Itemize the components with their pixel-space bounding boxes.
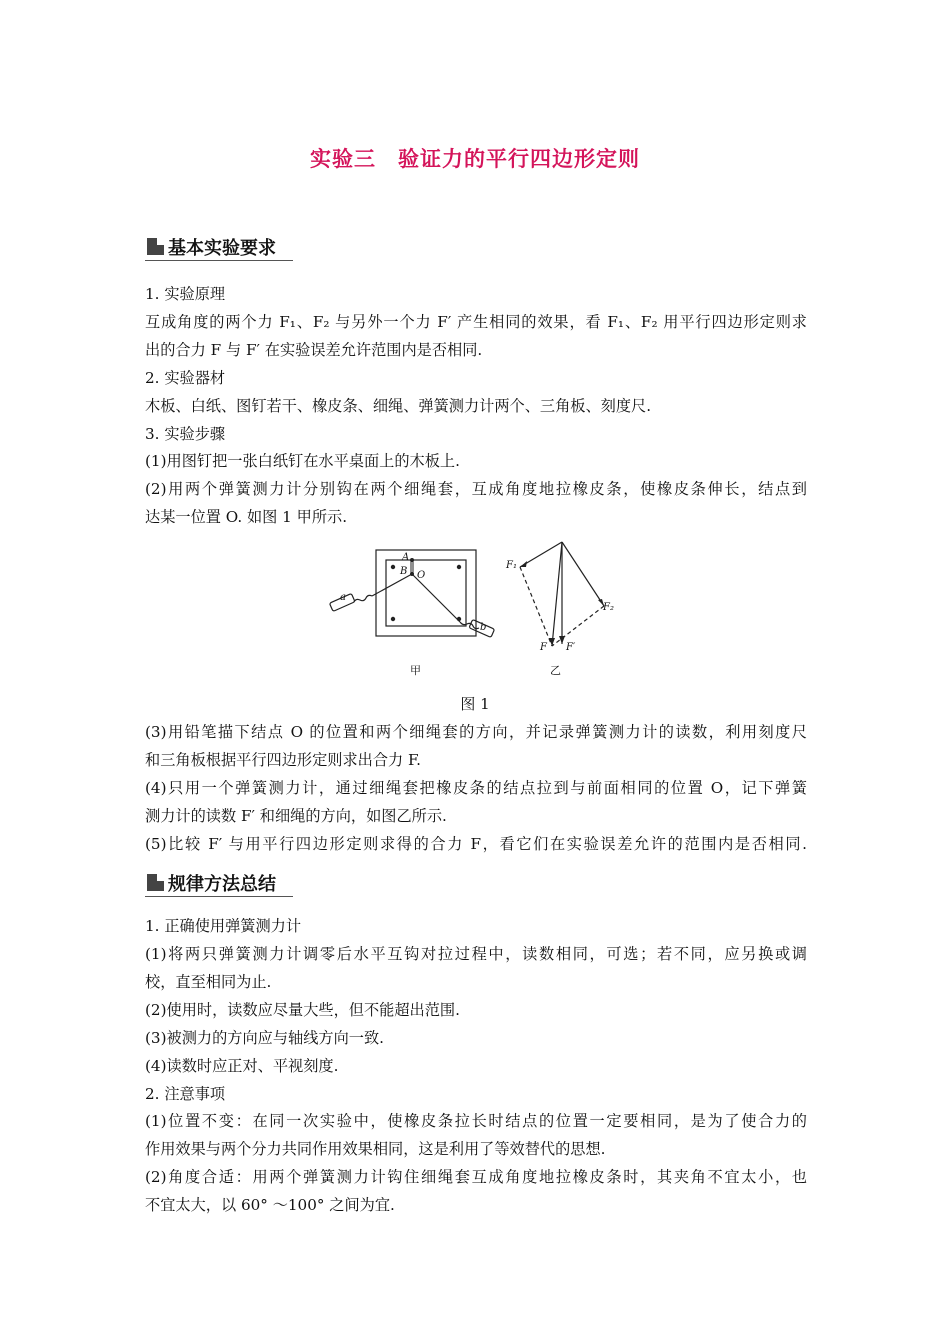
text-line: 3. 实验步骤 — [145, 425, 226, 443]
force-f2-line — [562, 542, 604, 606]
label-F1: F₁ — [506, 560, 517, 571]
text-line: (5)比较 F′ 与用平行四边形定则求得的合力 F，看它们在实验误差允许的范围内是否相同. — [145, 835, 807, 853]
text-line: 1. 实验原理 — [145, 285, 226, 303]
text-line: (1)将两只弹簧测力计调零后水平互钩对拉过程中，读数相同，可选；若不同，应另换或调 — [145, 945, 807, 963]
force-f-line — [552, 542, 562, 646]
text-line: 不宜太大，以 60° ～100° 之间为宜. — [145, 1196, 395, 1214]
text-line: (2)用两个弹簧测力计分别钩在两个细绳套，互成角度地拉橡皮条，使橡皮条伸长，结点到 — [145, 480, 807, 498]
label-F2: F₂ — [603, 602, 614, 613]
section-marker-icon — [147, 874, 164, 891]
text-line: 和三角板根据平行四边形定则求出合力 F. — [145, 751, 422, 769]
text-line: 1. 正确使用弹簧测力计 — [145, 917, 302, 935]
text-line: (3)用铅笔描下结点 O 的位置和两个细绳套的方向，并记录弹簧测力计的读数，利用刻度尺 — [145, 723, 807, 741]
text-line: 2. 实验器材 — [145, 369, 226, 387]
label-A: A — [402, 552, 410, 563]
text-line: (3)被测力的方向应与轴线方向一致. — [145, 1029, 384, 1047]
section-marker-icon — [147, 238, 164, 255]
text-line: (4)只用一个弹簧测力计，通过细绳套把橡皮条的结点拉到与前面相同的位置 O，记下弹簧 — [145, 779, 807, 797]
string-b — [412, 574, 460, 622]
string-a — [372, 574, 412, 596]
text-line: (1)用图钉把一张白纸钉在水平桌面上的木板上. — [145, 452, 460, 470]
dashed-side-right — [552, 606, 604, 646]
text-line: 校，直至相同为止. — [145, 973, 272, 991]
experiment-figure — [300, 540, 650, 680]
label-b: b — [480, 622, 487, 633]
spring-scale-a — [329, 593, 372, 611]
label-O: O — [417, 570, 426, 581]
text-line: 出的合力 F 与 F′ 在实验误差允许范围内是否相同. — [145, 341, 483, 359]
text-line: 测力计的读数 F′ 和细绳的方向，如图乙所示. — [145, 807, 447, 825]
label-F: F — [540, 642, 547, 653]
page-title: 实验三 验证力的平行四边形定则 — [310, 147, 640, 171]
section-title: 规律方法总结 — [168, 874, 276, 895]
label-a: a — [340, 592, 346, 603]
text-line: 达某一位置 O. 如图 1 甲所示. — [145, 508, 348, 526]
text-line: 2. 注意事项 — [145, 1085, 226, 1103]
sublabel-yi: 乙 — [550, 664, 561, 677]
section-header-method — [145, 870, 293, 897]
text-line: 作用效果与两个分力共同作用效果相同，这是利用了等效替代的思想. — [145, 1140, 606, 1158]
text-line: (1)位置不变：在同一次实验中，使橡皮条拉长时结点的位置一定要相同，是为了使合力的 — [145, 1112, 807, 1130]
text-line: (2)使用时，读数应尽量大些，但不能超出范围. — [145, 1001, 460, 1019]
text-line: (2)角度合适：用两个弹簧测力计钩住细绳套互成角度地拉橡皮条时，其夹角不宜太小，也 — [145, 1168, 807, 1186]
text-line: 木板、白纸、图钉若干、橡皮条、细绳、弹簧测力计两个、三角板、刻度尺. — [145, 397, 652, 415]
figure-caption: 图 1 — [460, 695, 490, 713]
spring-scale-b — [460, 619, 495, 637]
dashed-side-left — [520, 567, 552, 646]
text-line: (4)读数时应正对、平视刻度. — [145, 1057, 339, 1075]
label-B: B — [400, 566, 408, 577]
section-title: 基本实验要求 — [168, 238, 276, 259]
text-line: 互成角度的两个力 F₁、F₂ 与另外一个力 F′ 产生相同的效果，看 F₁、F₂ 用平行四边形定则求 — [145, 313, 807, 331]
sublabel-jia: 甲 — [410, 664, 421, 677]
section-header-basic — [145, 234, 293, 261]
label-Fprime: F′ — [566, 642, 576, 653]
